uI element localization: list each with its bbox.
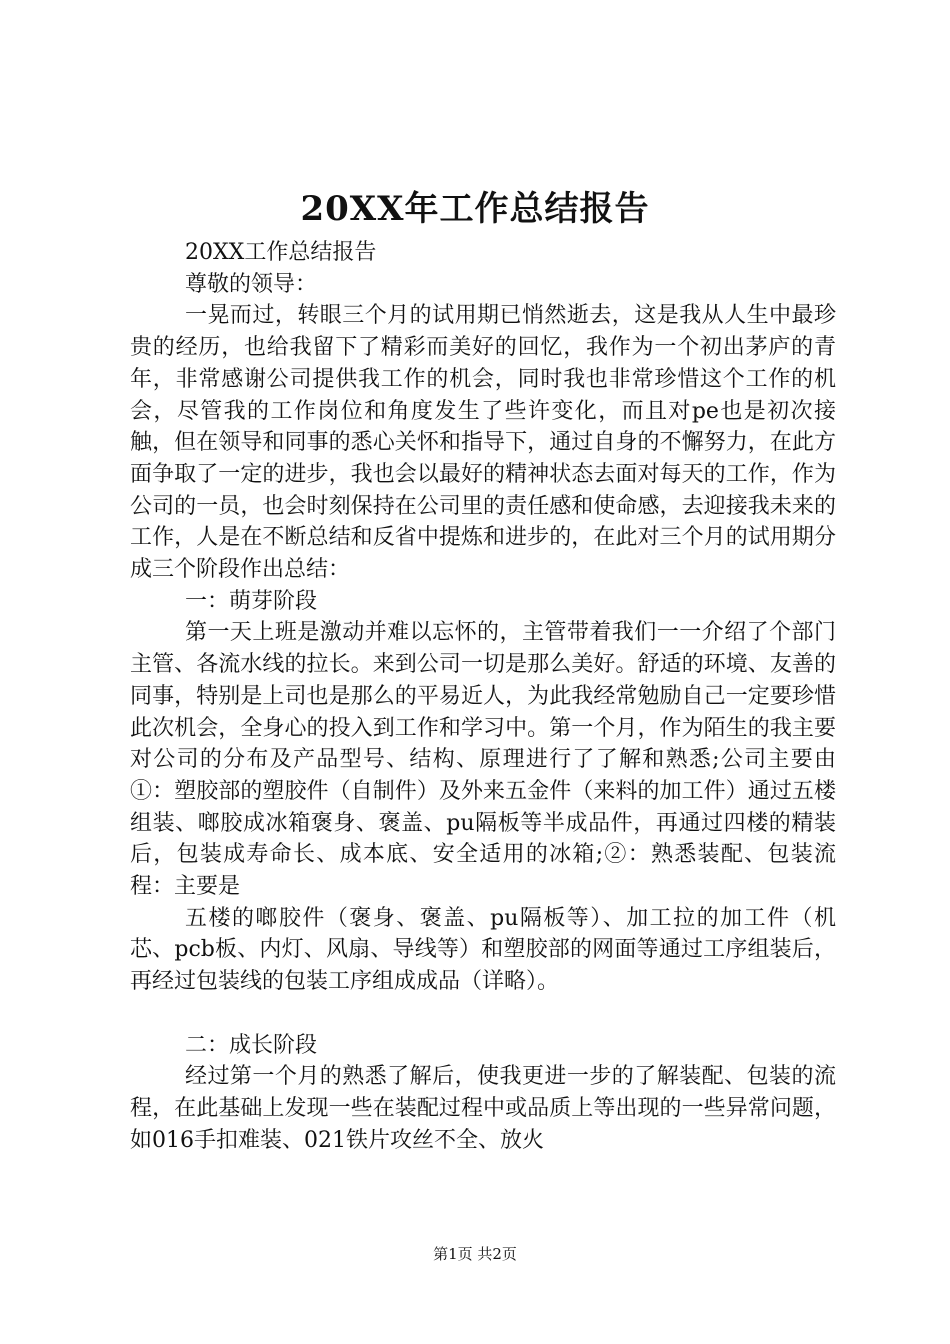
section-2-paragraph: 经过第一个月的熟悉了解后，使我更进一步的了解装配、包装的流程，在此基础上发现一些在装配过程中或品质上等出现的一些异常问题，如016手扣难装、021铁片攻丝不全、放火 xyxy=(130,1064,836,1153)
section-1-paragraph-continued: 五楼的啷胶件（褒身、褒盖、pu隔板等）、加工拉的加工件（机芯、pcb板、内灯、风扇、导线等）和塑胶部的网面等通过工序组装后，再经过包装线的包装工序组成成品（详略）。 xyxy=(130,905,836,995)
salutation-paragraph: 尊敬的领导： xyxy=(185,271,318,297)
document-title: 20XX年工作总结报告 xyxy=(300,189,650,229)
subtitle-paragraph: 20XX工作总结报告 xyxy=(185,240,377,265)
page-number-footer: 第1页 共2页 xyxy=(433,1245,517,1263)
section-heading-1: 一：萌芽阶段 xyxy=(185,588,318,614)
section-1-paragraph: 第一天上班是激动并难以忘怀的，主管带着我们一一介绍了个部门主管、各流水线的拉长。来到公司一切是那么美好。舒适的环境、友善的同事，特别是上司也是那么的平易近人，为此我经常勉励自己一定要珍惜此次机会，全身心的投入到工作和学习中。第一个月，作为陌生的我主要对公司的分布及产品型号、结构、原理进行了了解和熟悉;公司主要由①：塑胶部的塑胶件（自制件）及外来五金件（来料的加工件）通过五楼组装、啷胶成冰箱褒身、褒盖、pu隔板等半成品件，再通过四楼的精装后，包装成寿命长、成本底、安全适用的冰箱;②：熟悉装配、包装流程：主要是 xyxy=(130,620,836,900)
section-heading-2: 二：成长阶段 xyxy=(185,1032,318,1058)
document-body xyxy=(130,237,836,1156)
intro-paragraph: 一晃而过，转眼三个月的试用期已悄然逝去，这是我从人生中最珍贵的经历，也给我留下了精彩而美好的回忆，我作为一个初出茅庐的青年，非常感谢公司提供我工作的机会，同时我也非常珍惜这个工作的机会，尽管我的工作岗位和角度发生了些许变化，而且对pe也是初次接触，但在领导和同事的悉心关怀和指导下，通过自身的不懈努力，在此方面争取了一定的进步，我也会以最好的精神状态去面对每天的工作，作为公司的一员，也会时刻保持在公司里的责任感和使命感，去迎接我未来的工作，人是在不断总结和反省中提炼和进步的，在此对三个月的试用期分成三个阶段作出总结： xyxy=(130,303,836,583)
